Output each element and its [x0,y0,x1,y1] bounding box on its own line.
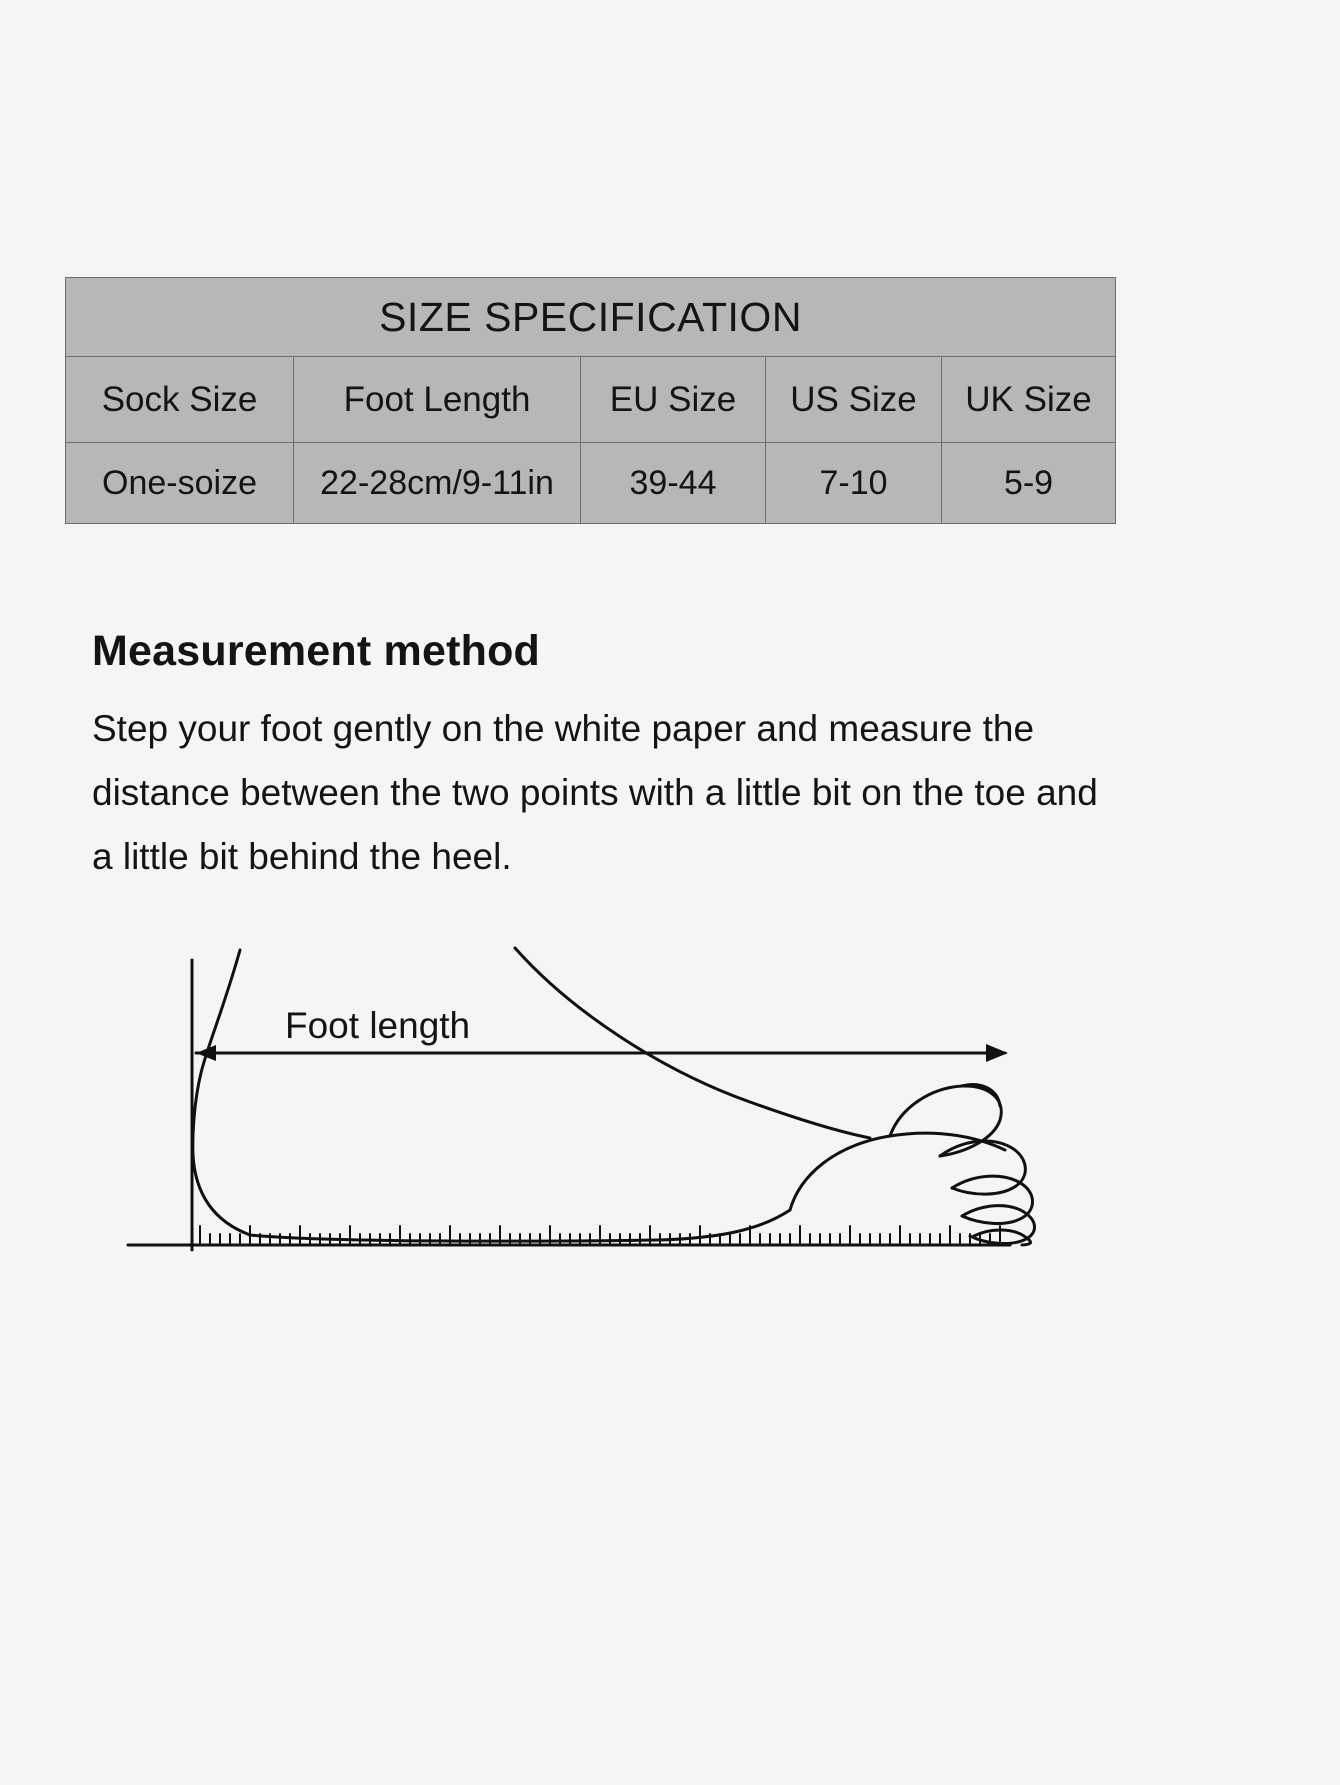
table-header-row [66,357,1116,443]
table-title-row [66,278,1116,357]
table-title: SIZE SPECIFICATION [66,278,1116,357]
column-header-uk-size: UK Size [942,357,1116,443]
column-header-eu-size: EU Size [581,357,766,443]
ankle-back-outline [193,950,250,1235]
cell-uk-size: 5-9 [942,443,1116,524]
measurement-method-heading: Measurement method [92,627,541,675]
column-header-us-size: US Size [766,357,942,443]
foot-diagram-svg [100,940,1060,1280]
foot-top-outline [515,948,870,1138]
cell-us-size: 7-10 [766,443,942,524]
size-specification-table [65,277,1116,524]
ruler-ticks [200,1226,1000,1245]
cell-foot-length: 22-28cm/9-11in [294,443,581,524]
cell-eu-size: 39-44 [581,443,766,524]
column-header-sock-size: Sock Size [66,357,294,443]
measurement-method-text: Step your foot gently on the white paper and measure the distance between the two points with a little bit on the toe and a little bit behind the heel. [92,708,1098,877]
foot-measurement-diagram [100,940,1060,1280]
column-header-foot-length: Foot Length [294,357,581,443]
arrow-head-right [986,1044,1008,1062]
cell-sock-size: One-soize [66,443,294,524]
foot-length-label: Foot length [285,1005,471,1046]
table-row [66,443,1116,524]
big-toe-outline [890,1086,1001,1156]
